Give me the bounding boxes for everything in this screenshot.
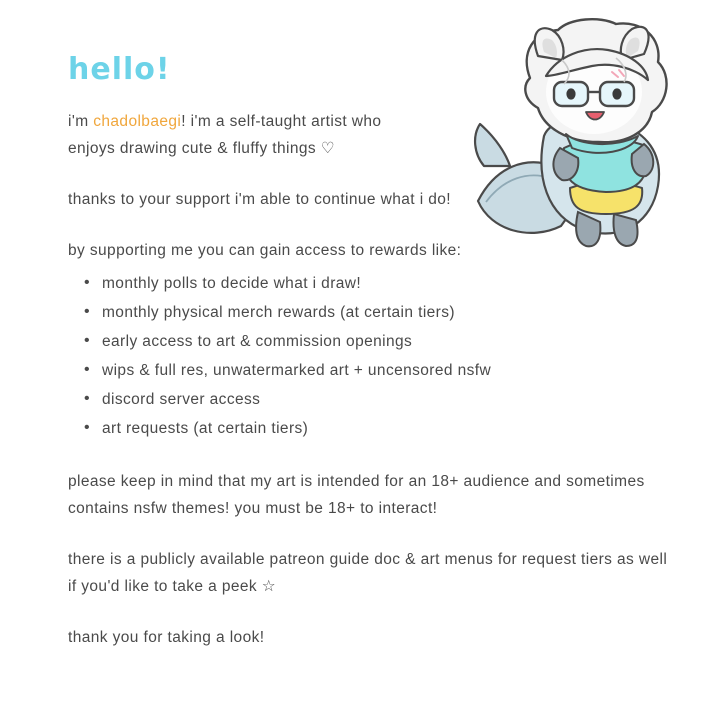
support-note: thanks to your support i'm able to continue what i do! [68, 191, 451, 208]
list-item: • art requests (at certain tiers) [102, 415, 678, 444]
rewards-lead: by supporting me you can gain access to rewards like: [68, 242, 462, 259]
about-text-content [68, 108, 678, 675]
intro-line-two: enjoys drawing cute & fluffy things ♡ [68, 140, 336, 157]
guide-note: there is a publicly available patreon guide doc & art menus for request tiers as well if you'd like to take a peek ☆ [68, 551, 668, 595]
list-item: • monthly polls to decide what i draw! [102, 270, 678, 299]
intro-prefix: i'm [68, 113, 94, 130]
rewards-list [68, 270, 678, 444]
list-item: • wips & full res, unwatermarked art + uncensored nsfw [102, 357, 678, 386]
age-disclaimer: please keep in mind that my art is intended for an 18+ audience and sometimes contains nsfw themes! you must be 18+ to interact! [68, 473, 645, 517]
list-item: • discord server access [102, 386, 678, 415]
page-title: hello! [68, 52, 171, 87]
list-item: • early access to art & commission openings [102, 328, 678, 357]
closing-note: thank you for taking a look! [68, 629, 265, 646]
artist-username: chadolbaegi [93, 113, 182, 130]
intro-paragraph [68, 108, 668, 162]
intro-suffix: ! i'm a self-taught artist who [181, 113, 382, 130]
list-item: • monthly physical merch rewards (at certain tiers) [102, 299, 678, 328]
